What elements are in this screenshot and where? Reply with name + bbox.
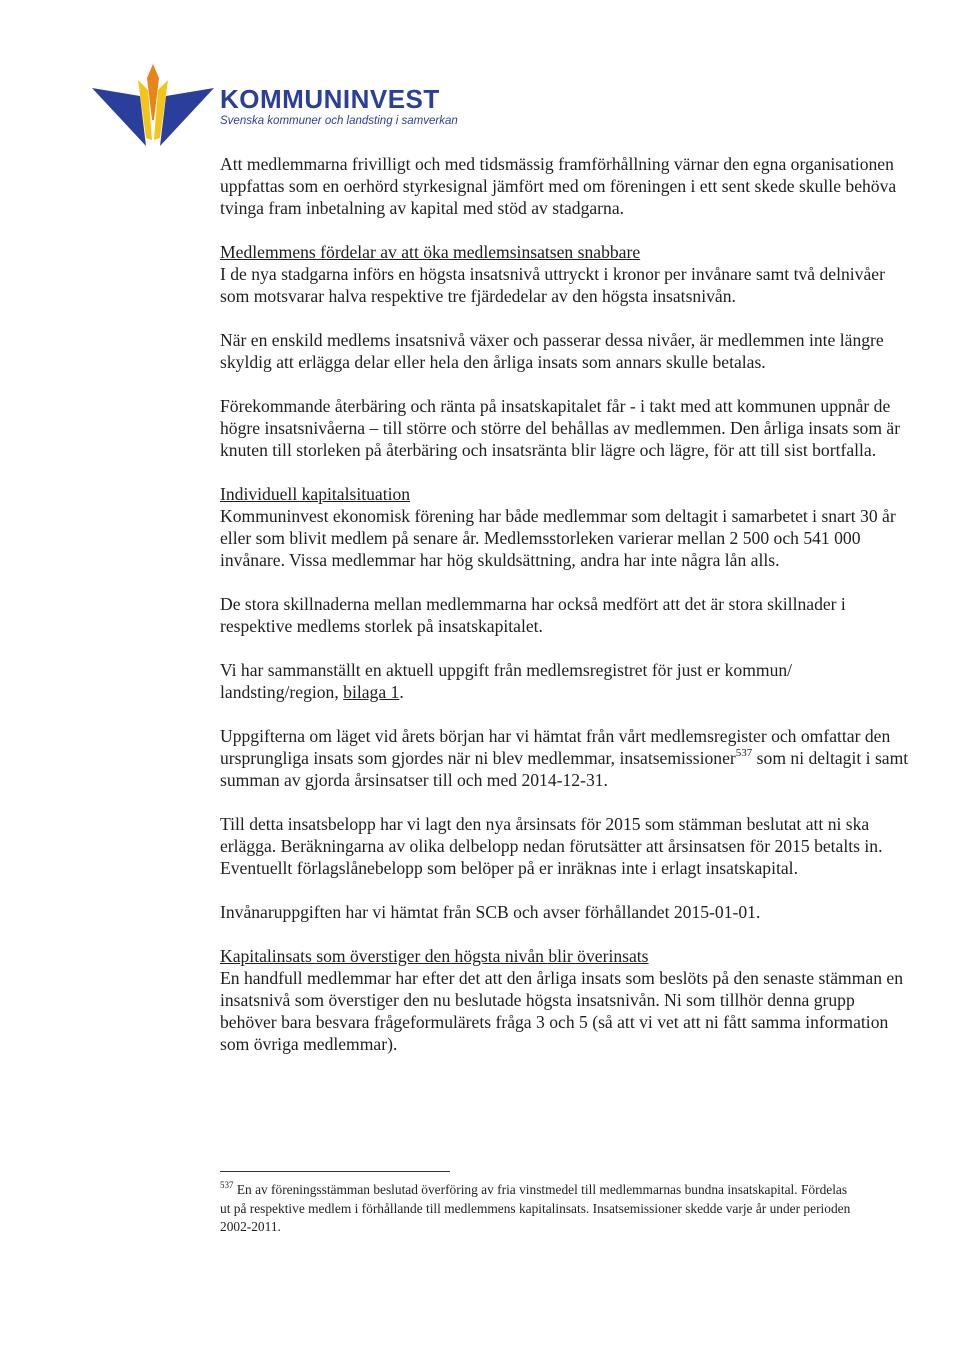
paragraph: I de nya stadgarna införs en högsta insatsnivå uttryckt i kronor per invånare samt två delnivåer som motsvarar halva respektive tre fjärdedelar av den högsta insatsnivån.	[220, 264, 885, 306]
paragraph: Att medlemmarna frivilligt och med tidsmässig framförhållning värnar den egna organisationen uppfattas som en oerhörd styrkesignal jämfört med om föreningen i ett sent skede skulle behöva tvinga fram inbetalning av kapital med stöd av stadgarna.	[220, 154, 897, 218]
logo-blue-left-wing	[92, 88, 146, 146]
org-tagline: Svenska kommuner och landsting i samverkan	[220, 115, 458, 127]
paragraph: En handfull medlemmar har efter det att den årliga insats som beslöts på den senaste stämman en insatsnivå som överstiger den nu beslutade högsta insatsnivån. Ni som tillhör denna grupp behöver bara besvara frågeformulärets fråga 3 och 5 (så att vi vet att ni fått samma information som övriga medlemmar).	[220, 968, 904, 1054]
section-over-contribution	[220, 945, 910, 1055]
paragraph: Till detta insatsbelopp har vi lagt den nya årsinsats för 2015 som stämman beslutat att ni ska erlägga. Beräkningarna av olika delbelopp nedan förutsätter att årsinsatsen för 2015 betalts in. Eventuellt förlagslånebelopp som belöper på er inräknas inte i erlagt insatskapital.	[220, 814, 883, 878]
org-name: KOMMUNINVEST	[220, 84, 440, 114]
paragraph: När en enskild medlems insatsnivå växer och passerar dessa nivåer, är medlemmen inte längre skyldig att erlägga delar eller hela den årliga insats som annars skulle betalas.	[220, 330, 884, 372]
section-heading: Individuell kapitalsituation	[220, 484, 411, 504]
paragraph: Kommuninvest ekonomisk förening har både medlemmar som deltagit i samarbetet i snart 30 år eller som blivit medlem på senare år. Medlemsstorleken varierar mellan 2 500 och 541 000 invånare. Vissa medlemmar har hög skuldsättning, andra har inte några lån alls.	[220, 506, 896, 570]
footnote	[220, 1181, 860, 1237]
footnote-reference[interactable]: 537	[735, 747, 753, 759]
footnote-text: En av föreningsstämman beslutad överföring av fria vinstmedel till medlemmarnas bundna insatskapital. Fördelas ut på respektive medlem i förhållande till medlemmens kapitalinsats. Insatsemissioner skedde varje år under perioden 2002-2011.	[220, 1182, 851, 1234]
section-heading: Kapitalinsats som överstiger den högsta nivån blir överinsats	[220, 946, 649, 966]
section-individual-capital	[220, 483, 910, 571]
paragraph: Uppgifterna om läget vid årets början har vi hämtat från vårt medlemsregister och omfattar den ursprungliga insats som gjordes när ni blev medlemmar, insatsemissioner$^{537}$ som ni deltagit i samt summan av gjorda årsinsatser till och med 2014-12-31.	[220, 726, 909, 790]
paragraph: Vi har sammanställt en aktuell uppgift från medlemsregistret för just er kommun/ landsting/region, bilaga 1.	[220, 660, 793, 702]
paragraph: Invånaruppgiften har vi hämtat från SCB och avser förhållandet 2015-01-01.	[220, 902, 761, 922]
footnote-number: 537	[220, 1180, 234, 1190]
paragraph: De stora skillnaderna mellan medlemmarna har också medfört att det är stora skillnader i respektive medlems storlek på insatskapitalet.	[220, 594, 846, 636]
kommuninvest-logo	[88, 60, 218, 150]
brand-block	[220, 84, 458, 127]
logo-blue-right-wing	[160, 88, 214, 146]
bilaga-link[interactable]: bilaga 1	[343, 682, 400, 702]
section-heading: Medlemmens fördelar av att öka medlemsinsatsen snabbare	[220, 242, 641, 262]
letter-body	[220, 153, 910, 1077]
paragraph: Förekommande återbäring och ränta på insatskapitalet får - i takt med att kommunen uppnår de högre insatsnivåerna – till större och större del behållas av medlemmen. Den årliga insats som är knuten till storleken på återbäring och insatsränta blir lägre och lägre, för att till sist bortfalla.	[220, 396, 901, 460]
section-member-benefits	[220, 241, 910, 307]
footnote-divider	[220, 1171, 450, 1172]
